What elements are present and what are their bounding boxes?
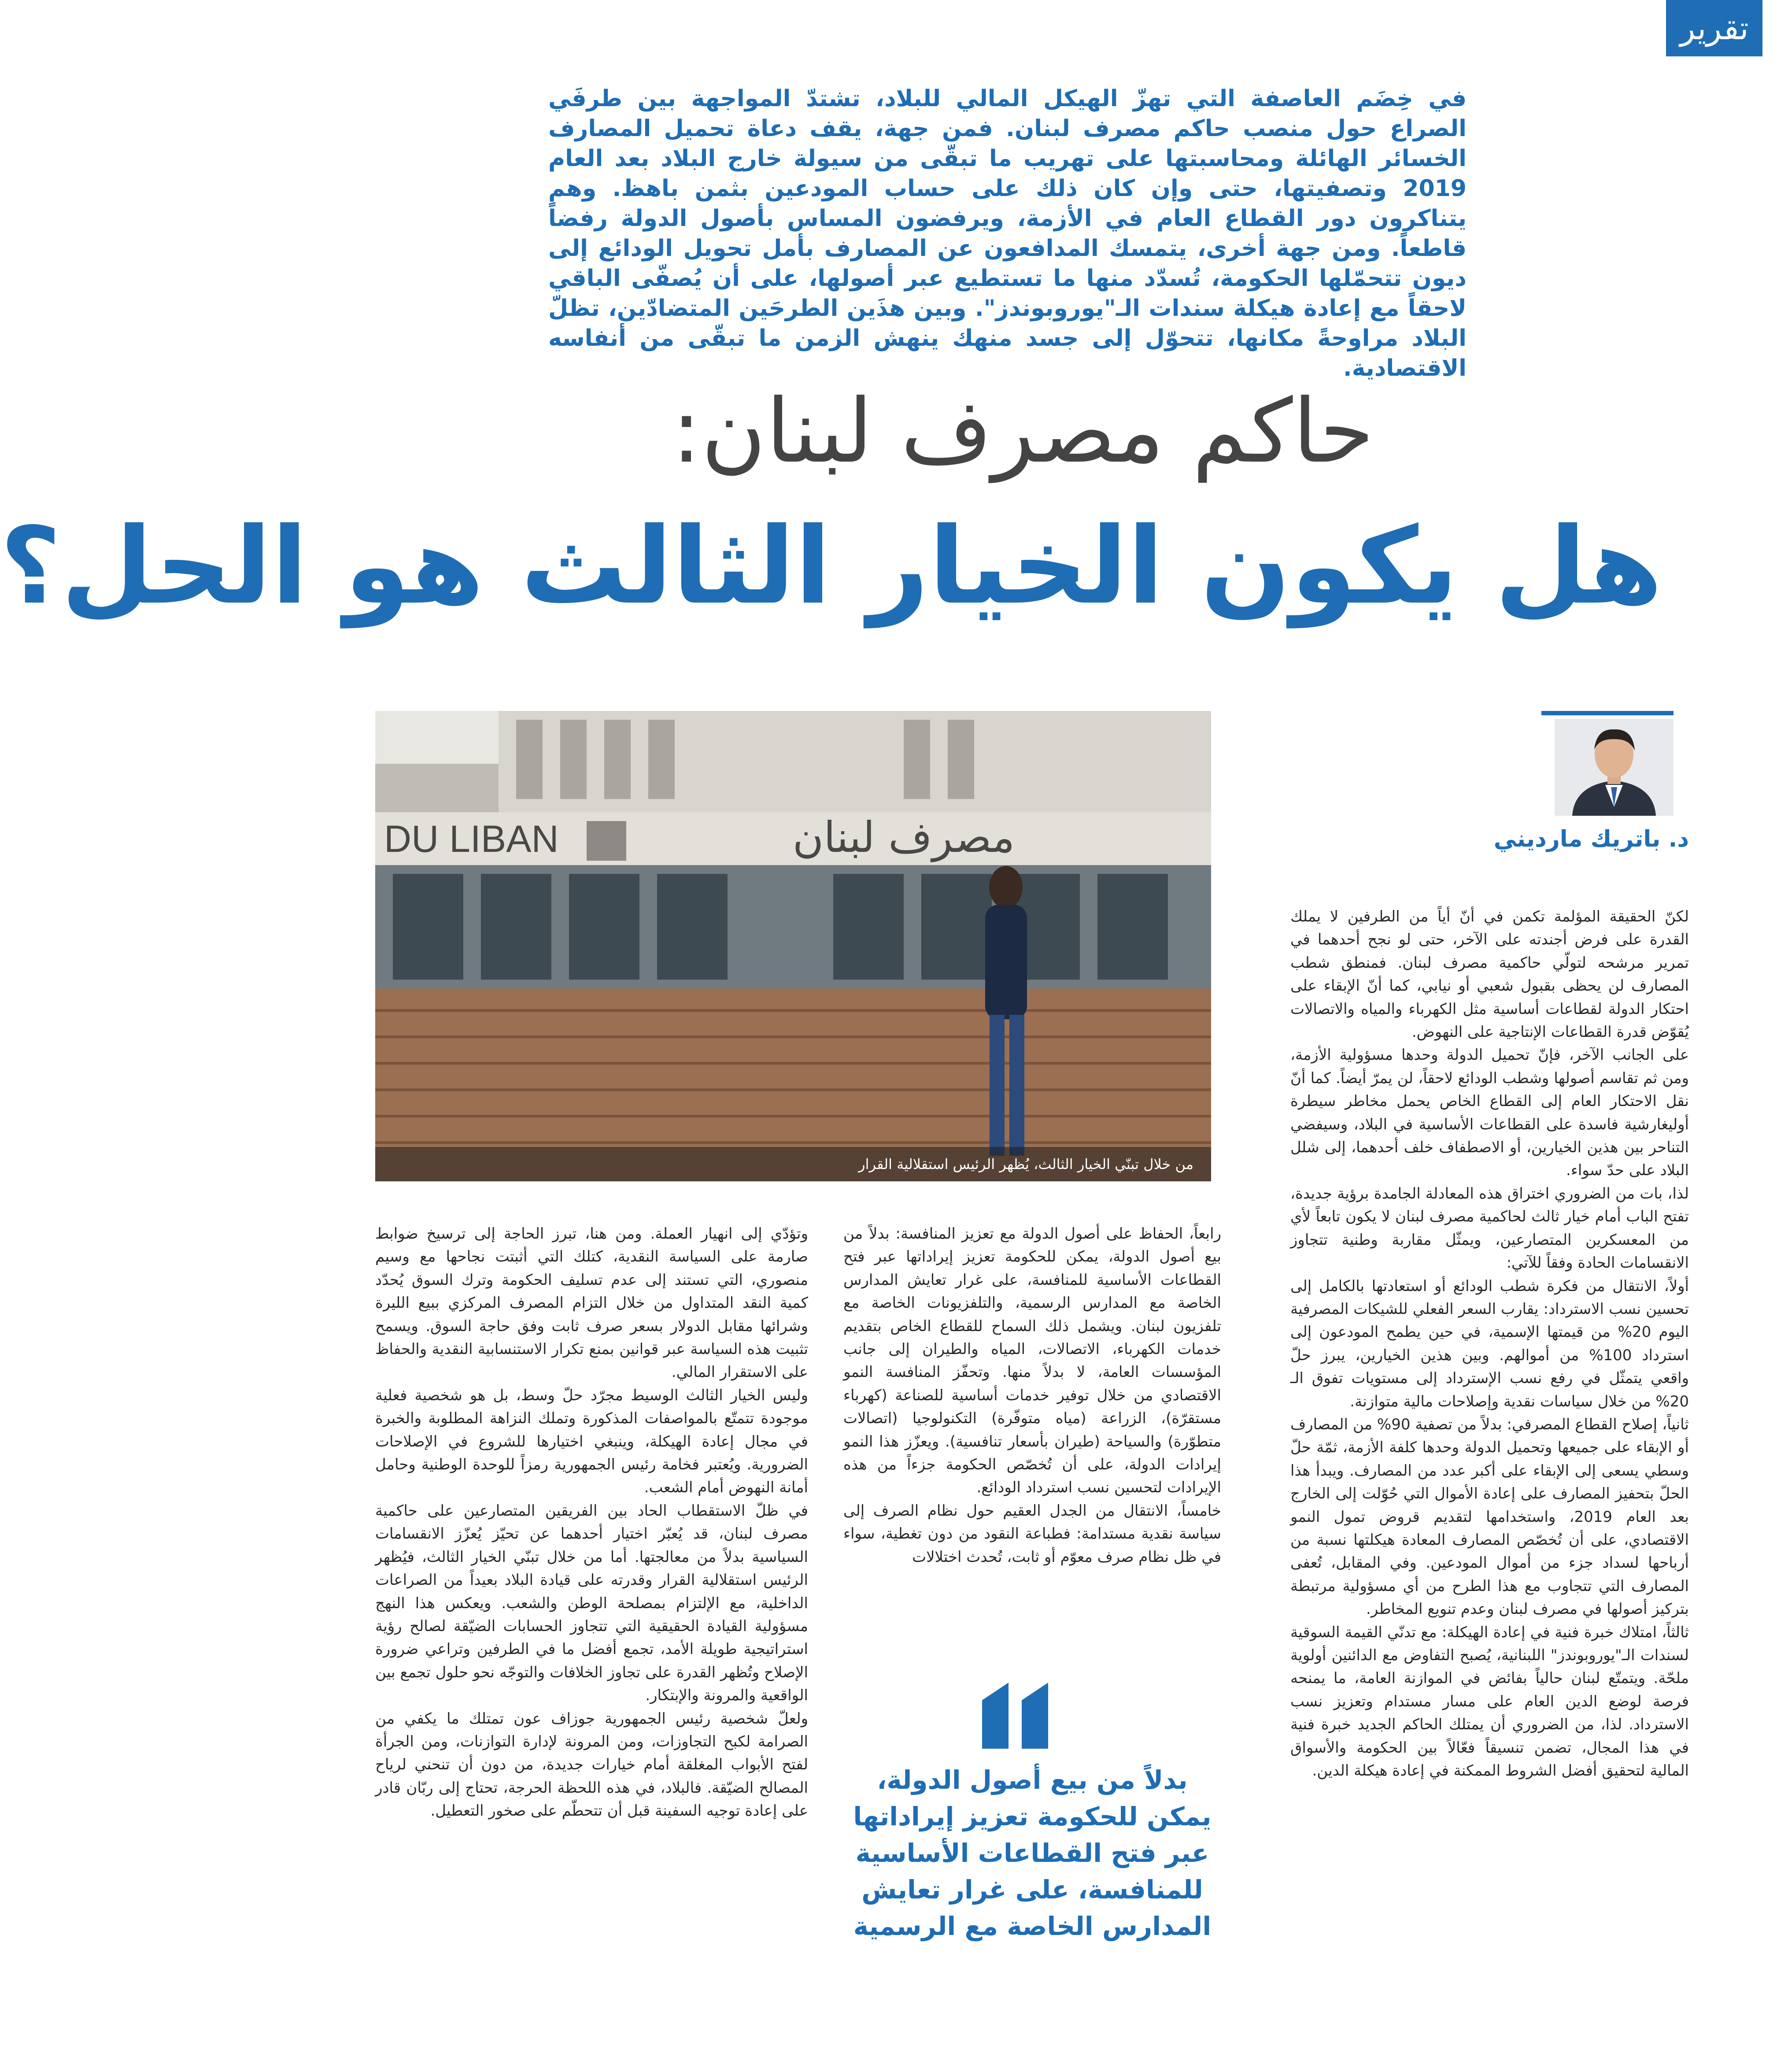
paragraph: لذا، بات من الضروري اختراق هذه المعادلة الجامدة برؤية جديدة، تفتح الباب أمام خيار ثالث لحاكمية مصرف لبنان لا يكون تابعاً لأي من المعسكرين المتصارعين، ويمثّل مقاربة وطنية تتجاوز الانقسامات الحادة وفقاً للآتي: <box>1290 1184 1689 1272</box>
pull-quote: بدلاً من بيع أصول الدولة، يمكن للحكومة تعزيز إيراداتها عبر فتح القطاعات الأساسية للمنافسة، على غرار تعايش المدارس الخاصة مع الرسمية <box>853 1765 1212 1941</box>
paragraph: ثانياً، إصلاح القطاع المصرفي: بدلاً من تصفية 90% من المصارف أو الإبقاء على جميعها وتحميل الدولة وحدها كلفة الأزمة، ثمّة حلّ وسطي يسعى إلى الإبقاء على أكبر عدد من المصارف. ويبدأ هذا الحلّ بتحفيز المصارف على إعادة الأموال التي حُوّلت إلى الخارج بعد العام 2019، واستخدامها لتقديم قروض تمول النمو الاقتصادي، على أن تُخصّص المصارف المعادة هيكلتها نسبة من أرباحها لسداد جزء من أموال المودعين. وفي المقابل، تُعفى المصارف التي تتجاوب مع هذا الطرح من أي مسؤولية مرتبطة بتركيز أصولها في مصرف لبنان وعدم تنويع المخاطر. <box>1290 1415 1689 1618</box>
photo-caption: من خلال تبنّي الخيار الثالث، يُظهر الرئيس استقلالية القرار <box>375 1147 1211 1181</box>
article-photo <box>375 711 1211 1181</box>
paragraph: ولعلّ شخصية رئيس الجمهورية جوزاف عون تمتلك ما يكفي من الصرامة لكبح التجاوزات، ومن المرونة لإدارة التوازنات، ومن الجرأة لفتح الأبواب المغلقة أمام خيارات جديدة، من دون أن تنحني لرياح المصالح الضيّقة. فالبلاد، في هذه اللحظة الحرجة، تحتاج إلى ربّان قادر على إعادة توجيه السفينة قبل أن تتحطّم على صخور التعطيل. <box>375 1709 808 1820</box>
author-avatar <box>1555 719 1674 816</box>
paragraph: أولاً، الانتقال من فكرة شطب الودائع أو استعادتها بالكامل إلى تحسين نسب الاسترداد: يقارب السعر الفعلي للشيكات المصرفية اليوم 20% من قيمتها الإسمية، في حين يطمح المودعون إلى استرداد 100% من أموالهم. وبين هذين الخيارين، يبرز حلّ واقعي يتمثّل في رفع نسب الإسترداد إلى مستويات تفوق الـ 20% من خلال سياسات نقدية وإصلاحات مالية متوازنة. <box>1290 1277 1689 1410</box>
author-rule <box>1541 711 1674 715</box>
paragraph: وتؤدّي إلى انهيار العملة. ومن هنا، تبرز الحاجة إلى ترسيخ ضوابط صارمة على السياسة النقدية، كتلك التي أثبتت نجاحها مع وسيم منصوري، التي تستند إلى عدم تسليف الحكومة وترك السوق يُحدّد كمية النقد المتداول من خلال التزام المصرف المركزي ببيع الليرة وشرائها مقابل الدولار بسعر صرف ثابت وفق حاجة السوق. ويسمح تثبيت هذه السياسة عبر قوانين بمنع تكرار الاستنسابية النقدية والحفاظ على الاستقرار المالي. <box>375 1225 808 1381</box>
author-portrait <box>1555 719 1674 816</box>
author-name: د. باتريك مارديني <box>1493 826 1689 852</box>
sign-arabic: مصرف لبنان <box>792 813 1015 862</box>
lead-paragraph: في خِضَم العاصفة التي تهزّ الهيكل المالي للبلاد، تشتدّ المواجهة بين طرفَي الصراع حول منصب حاكم مصرف لبنان. فمن جهة، يقف دعاة تحميل المصارف الخسائر الهائلة ومحاسبتها على تهريب ما تبقّى من سيولة خارج البلاد بعد العام 2019 وتصفيتها، حتى وإن كان ذلك على حساب المودعين بثمن باهظ. وهم يتناكرون دور القطاع العام في الأزمة، ويرفضون المساس بأصول الدولة رفضاً قاطعاً. ومن جهة أخرى، يتمسك المدافعون عن المصارف بأمل تحويل الودائع إلى ديون تتحمّلها الحكومة، تُسدّد منها ما تستطيع عبر أصولها، على أن يُصفّى الباقي لاحقاً مع إعادة هيكلة سندات الـ"يوروبوندز". وبين هذَين الطرحَين المتضادّين، تظلّ البلاد مراوحةً مكانها، تتحوّل إلى جسد منهك ينهش الزمن ما تبقّى من أنفاسه الاقتصادية. <box>548 85 1467 381</box>
paragraph: على الجانب الآخر، فإنّ تحميل الدولة وحدها مسؤولية الأزمة، ومن ثم تقاسم أصولها وشطب الودائع لاحقاً، لن يمرّ أيضاً. كما أنّ نقل الاحتكار العام إلى القطاع الخاص يحمل مخاطر سيطرة أوليغارشية فاسدة على القطاعات الأساسية في البلاد، وسيفضي التناحر بين هذين الخيارين، أو الاصطفاف خلف أحدهما، إلى شلل البلاد على حدّ سواء. <box>1290 1046 1689 1180</box>
paragraph: في ظلّ الاستقطاب الحاد بين الفريقين المتصارعين على حاكمية مصرف لبنان، قد يُعبّر اختيار أحدهما عن تحيّز يُعزّز الانقسامات السياسية بدلاً من معالجتها. أما من خلال تبنّي الخيار الثالث، فيُظهر الرئيس استقلالية القرار وقدرته على قيادة البلاد بعيداً من الصراعات الداخلية، مع الإلتزام بمصلحة الوطن والشعب. ويعكس هذا النهج مسؤولية القيادة الحقيقية التي تتجاوز الحسابات الضيّقة لصالح رؤية استراتيجية طويلة الأمد، تجمع أفضل ما في الطرفين وتراعي ضرورة الإصلاح وتُظهر القدرة على تجاوز الخلافات والتوجّه نحو حلول تجمع بين الواقعية والمرونة والإبتكار. <box>375 1502 808 1705</box>
headline: هل يكون الخيار الثالث هو الحل؟ <box>0 504 1662 628</box>
paragraph: خامساً، الانتقال من الجدل العقيم حول نظام الصرف إلى سياسة نقدية مستدامة: فطباعة النقود من دون تغطية، سواء في ظل نظام صرف معوّم أو ثابت، تُحدث اختلالات <box>843 1502 1221 1566</box>
bank-building-photo <box>375 711 1211 1181</box>
paragraph: ثالثاً، امتلاك خبرة فنية في إعادة الهيكلة: مع تدنّي القيمة السوقية لسندات الـ"يوروبوندز" اللبنانية، يُصبح التفاوض مع الدائنين أولوية ملحّة. ويتمتّع لبنان حالياً بفائض في الموازنة العامة، ما يمنحه فرصة لوضع الدين العام على مسار مستدام وتعزيز نسب الاسترداد. لذا، من الضروري أن يمتلك الحاكم الجديد خبرة فنية في هذا المجال، تضمن تنسيقاً فعّالاً بين الحكومة والأسواق المالية لتحقيق أفضل الشروط الممكنة في إعادة هيكلة الدين. <box>1290 1623 1689 1780</box>
article-column-middle <box>843 1222 1221 1672</box>
section-tag: تقرير <box>1666 0 1762 56</box>
paragraph: وليس الخيار الثالث الوسيط مجرّد حلّ وسط، بل هو شخصية فعلية موجودة تتمتّع بالمواصفات المذكورة وتملك النزاهة المطلوبة والخبرة في مجال إعادة الهيكلة، وينبغي اختيارها للشروع في الإصلاحات الضرورية. ويُعتبر فخامة رئيس الجمهورية رمزاً للوحدة الوطنية وحامل أمانة النهوض أمام الشعب. <box>375 1386 808 1497</box>
sign-latin: DU LIBAN <box>384 818 559 860</box>
paragraph: رابعاً، الحفاظ على أصول الدولة مع تعزيز المنافسة: بدلاً من بيع أصول الدولة، يمكن للحكومة تعزيز إيراداتها عبر فتح القطاعات الأساسية للمنافسة، على غرار تعايش المدارس الخاصة مع المدارس الرسمية، والتلفزيونات الخاصة مع تلفزيون لبنان. ويشمل ذلك السماح للقطاع الخاص بتقديم خدمات الكهرباء، الاتصالات، المياه والطيران إلى جانب المؤسسات العامة، لا بدلاً منها. وتحفّز المنافسة النمو الاقتصادي من خلال توفير خدمات أساسية للصناعة (كهرباء مستقرّة)، الزراعة (مياه متوفّرة) التكنولوجيا (اتصالات متطوّرة) والسياحة (طيران بأسعار تنافسية). ويعزّز هذا النمو إيرادات الدولة، على أن تُخصّص الحكومة جزءاً من هذه الإيرادات لتحسين نسب استرداد الودائع. <box>843 1225 1221 1497</box>
paragraph: لكنّ الحقيقة المؤلمة تكمن في أنّ أياً من الطرفين لا يملك القدرة على فرض أجندته على الآخر، حتى لو نجح أحدهما في تمرير مرشحه لتولّي حاكمية مصرف لبنان. فمنطق شطب المصارف لن يحظى بقبول شعبي أو نيابي، كما أنّ الإبقاء على احتكار الدولة لقطاعات أساسية مثل الكهرباء والمياه والاتصالات يُقوّض قدرة القطاعات الإنتاجية على النهوض. <box>1290 908 1689 1041</box>
quote-mark-icon <box>982 1683 1060 1749</box>
article-column-left <box>375 1222 808 2015</box>
headline-kicker: حاكم مصرف لبنان: <box>671 380 1374 483</box>
article-column-right <box>1290 905 1689 1780</box>
